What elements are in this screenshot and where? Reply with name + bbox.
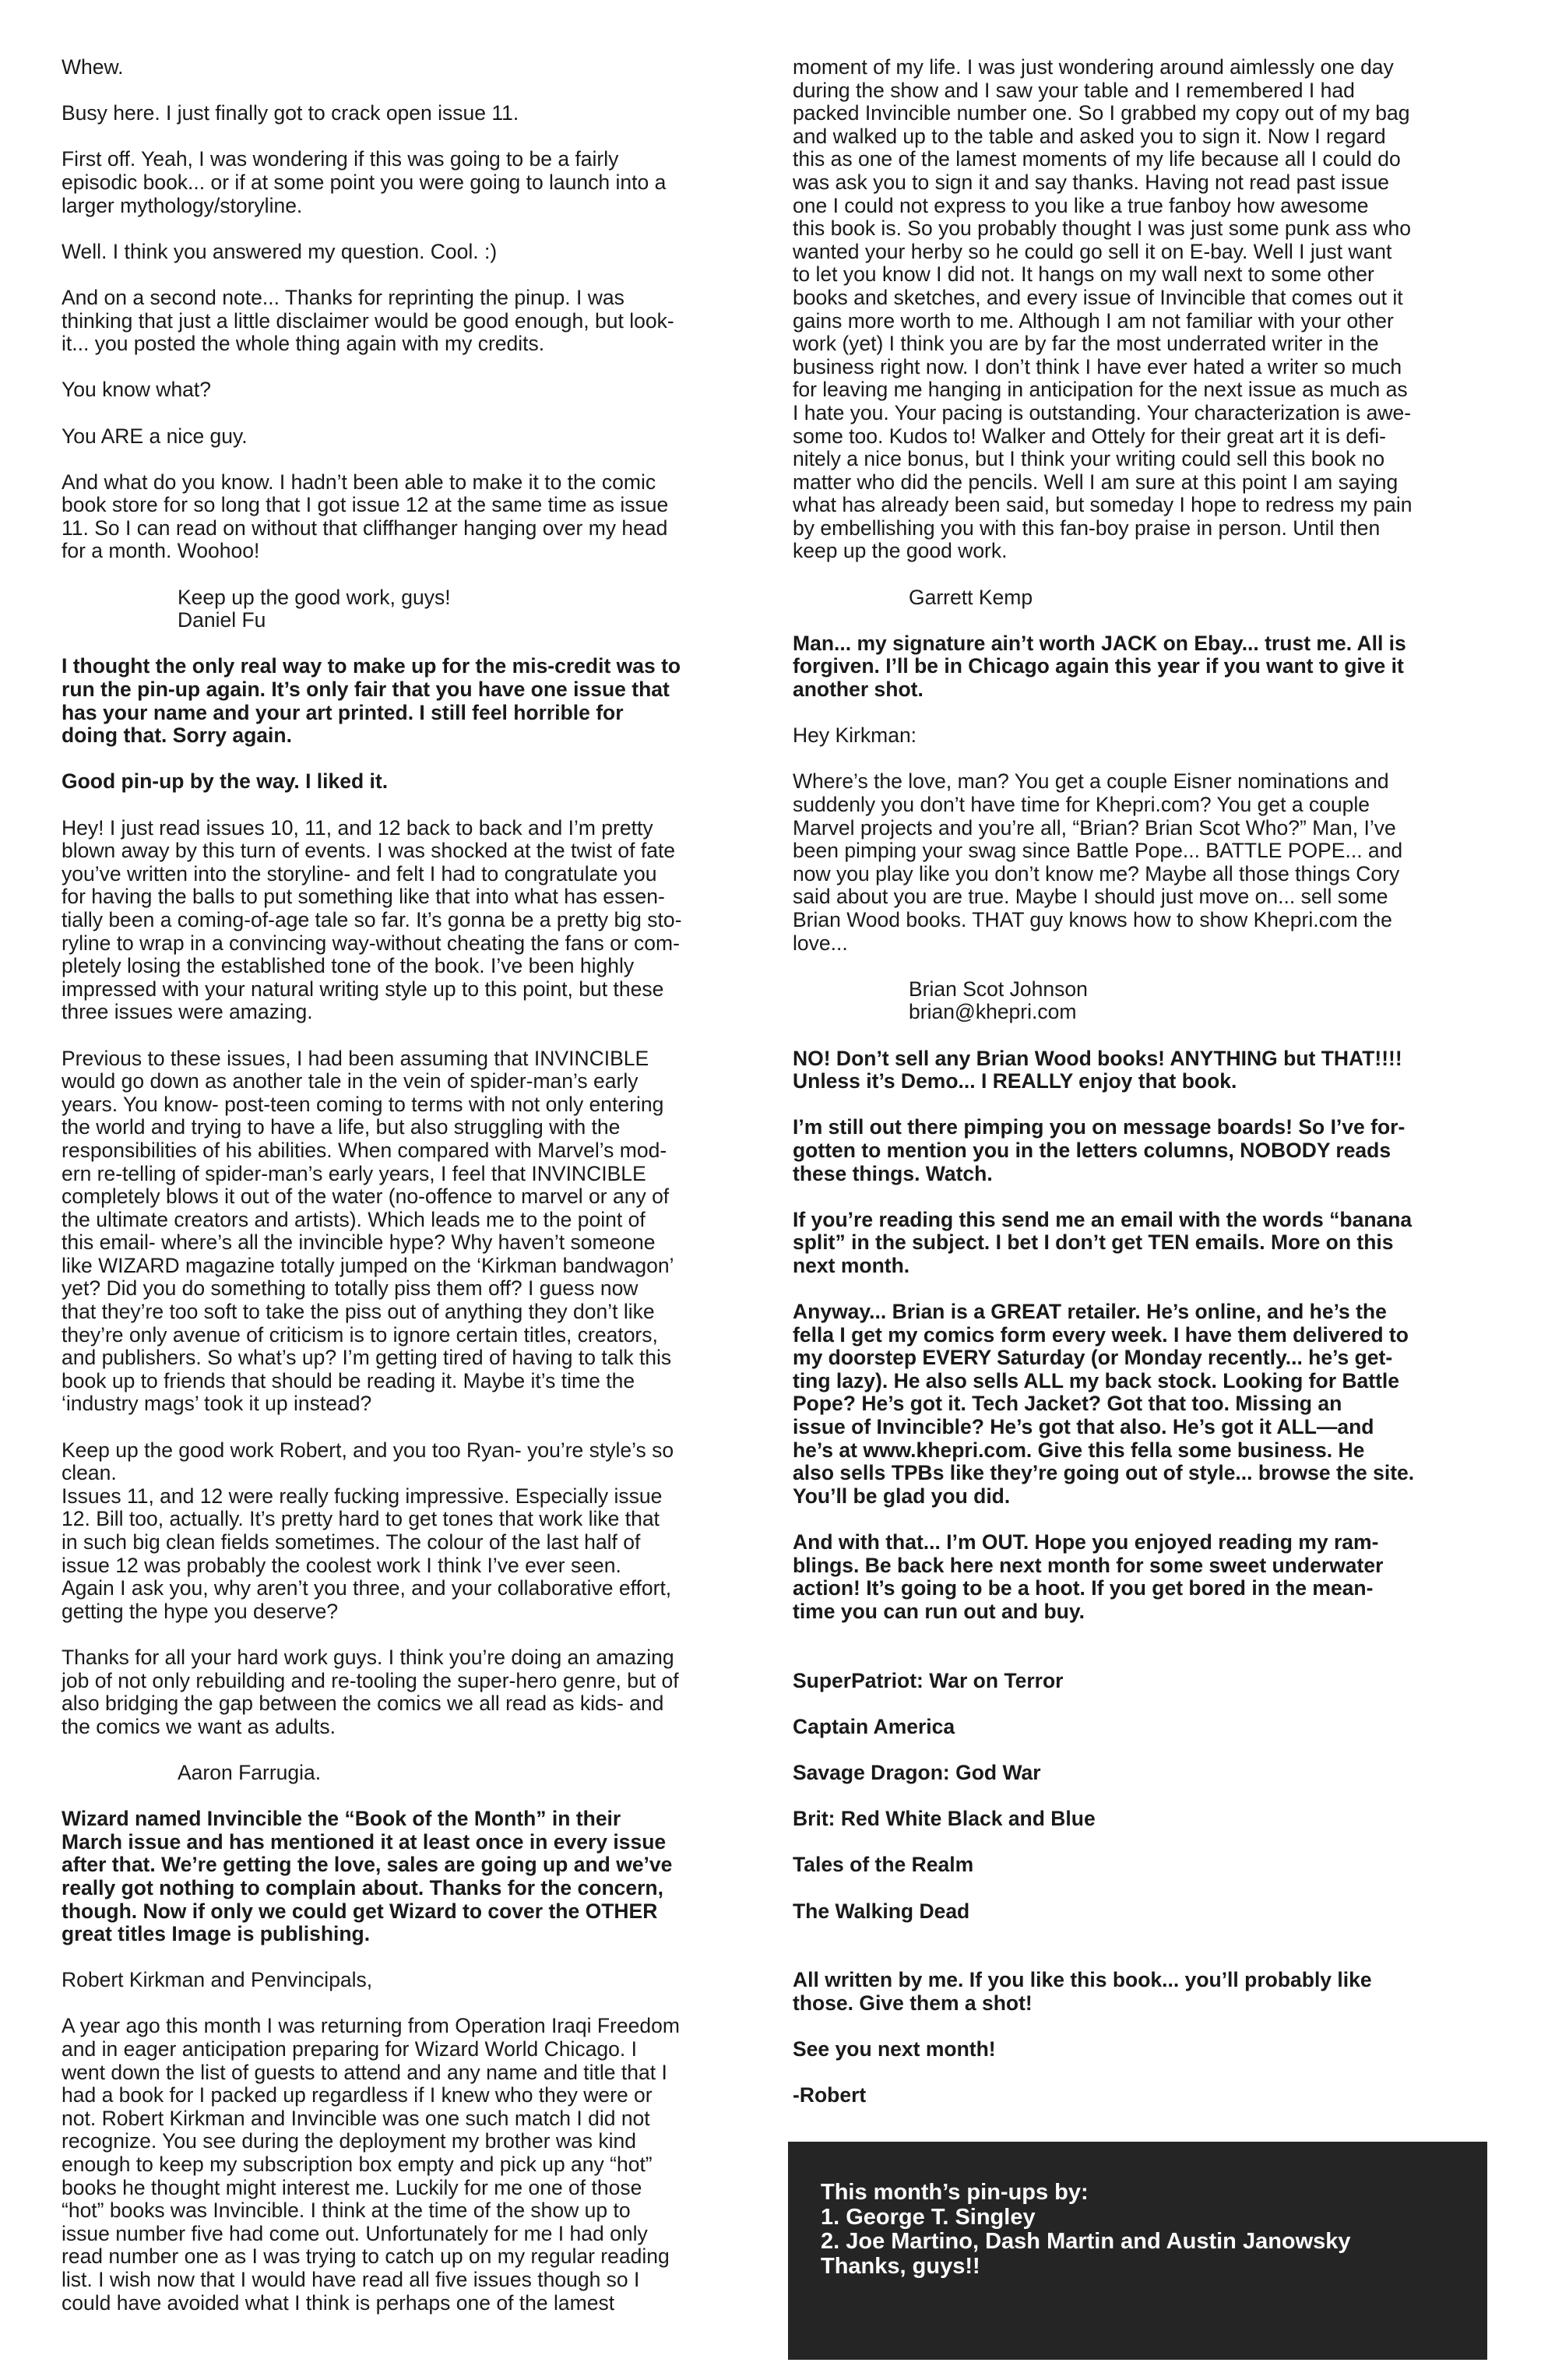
title-list [793, 1646, 1490, 1946]
letter-paragraph: Previous to these issues, I had been assuming that INVINCIBLE would go down as another tale in the vein of spider-man’s early years. You know- post-teen coming to terms with not only entering the world and trying to have a life, but also struggling with the responsibilities of his abilities. When compared with Marvel’s mod- ern re-telling of spider-man’s early years, I feel that INVINCIBLE completely blows it out of the water (no-offence to marvel or any of the ultimate creators and artists). Which leads me to the point of this email- where’s all the invincible hype? Why haven’t someone like WIZARD magazine totally jumped on the ‘Kirkman bandwagon’ yet? Did you do something to totally piss them off? I guess now that they’re too soft to take the piss out of anything they don’t like they’re only avenue of criticism is to ignore certain titles, creators, and publishers. So what’s up? I’m getting tired of having to talk this book up to friends that should be reading it. Maybe it’s time the ‘industry mags’ took it up instead? [62, 1046, 674, 1416]
letter-signature: Garrett Kemp [909, 585, 1033, 609]
editor-reply: If you’re reading this send me an email with the words “banana split” in the subject. I bet I don’t get TEN emails. More on this next month. [793, 1207, 1413, 1277]
editor-reply: Wizard named Invincible the “Book of the Month” in their March issue and has mentioned it at least once in every issue after that. We’re getting the love, sales are going up and we’ve really got nothing to complain about. Thanks for the concern, though. Now if only we could get Wizard to cover the OTHER great titles Image is publishing. [62, 1807, 673, 1946]
right-column [793, 56, 1490, 2130]
editor-reply: Anyway... Brian is a GREAT retailer. He’s online, and he’s the fella I get my comics form every week. I have them delivered to my doorstep EVERY Saturday (or Monday recently... he’s get- ting lazy). He also sells ALL my back stock. Looking for Battle Pope? He’s got it. Tech Jacket? Got that too. Missing an issue of Invincible? He’s got that also. He’s got it ALL—and he’s at www.khepri.com. Give this fella some business. He also sells TPBs like they’re going out of style... browse the site. You’ll be glad you did. [793, 1300, 1415, 1508]
letter-paragraph: Thanks for all your hard work guys. I think you’re doing an amazing job of not only rebuilding and re-tooling the super-hero genre, but of also bridging the gap between the comics we all read as kids- and the comics we want as adults. [62, 1645, 679, 1738]
letter-paragraph: You ARE a nice guy. [62, 424, 248, 448]
letter-paragraph: Well. I think you answered my question. Cool. :) [62, 239, 498, 263]
title-list-item: Tales of the Realm [793, 1853, 974, 1877]
letter-paragraph: Busy here. I just finally got to crack open issue 11. [62, 101, 519, 125]
letter-signature: Brian Scot Johnson brian@khepri.com [909, 977, 1088, 1024]
letter-paragraph: Hey! I just read issues 10, 11, and 12 back to back and I’m pretty blown away by this turn of events. I was shocked at the twist of fate you’ve written into the storyline- and felt I had to congratulate you for having the balls to put something like that into what has essen- tially been a coming-of-age tale so far. It’s gonna be a pretty big sto- ryline to wrap in a convincing way-without cheating the fans or com- pletely losing the established tone of the book. I’ve been highly impressed with your natural writing style up to this point, but these three issues were amazing. [62, 815, 682, 1024]
letter-paragraph: Keep up the good work Robert, and you too Ryan- you’re style’s so clean. Issues 11, and 12 were really fucking impressive. Especially issue 12. Bill too, actually. It’s pretty hard to get tones that work like that in such big clean fields sometimes. The colour of the last half of issue 12 was probably the coolest work I think I’ve ever seen. Again I ask you, why aren’t you three, and your collaborative effort, getting the hype you deserve? [62, 1438, 674, 1623]
editor-reply: And with that... I’m OUT. Hope you enjoyed reading my ram- blings. Be back here next month for some sweet underwater action! It’s going to be a hoot. If you get bored in the mean- time you can run out and buy. [793, 1530, 1384, 1623]
letter-paragraph: You know what? [62, 378, 212, 402]
letter-paragraph: First off. Yeah, I was wondering if this was going to be a fairly episodic book... or if at some point you were going to launch into a larger mythology/storyline. [62, 147, 667, 217]
letter-paragraph: A year ago this month I was returning from Operation Iraqi Freedom and in eager anticipation preparing for Wizard World Chicago. I went down the list of guests to attend and any name and title that I had a book for I packed up regardless if I knew who they were or not. Robert Kirkman and Invincible was one such match I did not recognize. You see during the deployment my brother was kind enough to keep my subscription box empty and pick up any “hot” books he thought might interest me. Luckily for me one of those “hot” books was Invincible. I think at the time of the show up to issue number five had come out. Unfortunately for me I had only read number one as I was trying to catch up on my regular reading list. I wish now that I would have read all five issues though so I could have avoided what I think is perhaps one of the lamest [62, 2014, 680, 2315]
letter-paragraph: And what do you know. I hadn’t been able to make it to the comic book store for so long that I got issue 12 at the same time as issue 11. So I can read on without that cliffhanger hanging over my head for a month. Woohoo! [62, 470, 669, 563]
title-list-item: Brit: Red White Black and Blue [793, 1807, 1096, 1831]
title-list-item: Savage Dragon: God War [793, 1760, 1041, 1784]
letter-salutation: Hey Kirkman: [793, 724, 917, 748]
letter-paragraph: And on a second note... Thanks for reprinting the pinup. I was thinking that just a little disclaimer would be good enough, but look- it... you posted the whole thing again with my credits. [62, 285, 674, 356]
letter-paragraph: Whew. [62, 55, 124, 79]
left-column [62, 56, 747, 2338]
editor-reply: I’m still out there pimping you on message boards! So I’ve for- gotten to mention you in the letters columns, NOBODY reads these things. Watch. [793, 1115, 1406, 1185]
editor-reply: All written by me. If you like this book... you’ll probably like those. Give them a shot! [793, 1968, 1372, 2015]
title-list-item: The Walking Dead [793, 1899, 970, 1923]
pinup-heading: This month’s pin-ups by: [821, 2180, 1089, 2205]
letter-signature: Keep up the good work, guys! Daniel Fu [178, 585, 451, 632]
title-list-item: Captain America [793, 1714, 955, 1738]
editor-reply: NO! Don’t sell any Brian Wood books! ANYTHING but THAT!!!! Unless it’s Demo... I REALLY enjoy that book. [793, 1046, 1402, 1093]
editor-reply: Good pin-up by the way. I liked it. [62, 769, 389, 794]
pinup-credit-item: 2. Joe Martino, Dash Martin and Austin Janowsky [821, 2229, 1351, 2254]
editor-signoff: -Robert [793, 2083, 867, 2107]
title-list-item: SuperPatriot: War on Terror [793, 1668, 1064, 1692]
letter-paragraph: Where’s the love, man? You get a couple Eisner nominations and suddenly you don’t have time for Khepri.com? You get a couple Marvel projects and you’re all, “Brian? Brian Scot Who?” Man, I’ve been pimping your swag since Battle Pope... BATTLE POPE... and now you play like you don’t know me? Maybe all those things Cory said about you are true. Maybe I should just move on... sell some Brian Wood books. THAT guy knows how to show Khepri.com the love... [793, 769, 1403, 955]
letter-signature: Aaron Farrugia. [178, 1760, 322, 1784]
letter-paragraph: moment of my life. I was just wondering around aimlessly one day during the show and I saw your table and I remembered I had packed Invincible number one. So I grabbed my copy out of my bag and walked up to the table and asked you to sign it. Now I regard this as one of the lamest moments of my life because all I could do was ask you to sign it and say thanks. Having not read past issue one I could not express to you like a true fanboy how awesome this book is. So you probably thought I was just some punk ass who wanted your herby so he could go sell it on E-bay. Well I just want to let you know I did not. It hangs on my wall next to some other books and sketches, and every issue of Invincible that comes out it gains more worth to me. Although I am not familiar with your other work (yet) I think you are by far the most underrated writer in the business right now. I don’t think I have ever hated a writer so much for leaving me hanging in anticipation for the next issue as much as I hate you. Your pacing is outstanding. Your characterization is awe- some too. Kudos to! Walker and Ottely for their great art it is defi- nitely a nice bonus, but I think your writing could sell this book no matter who did the pencils. Well I am sure at this point I am saying what has already been said, but someday I hope to redress my pain by embellishing you with this fan-boy praise in person. Until then keep up the good work. [793, 55, 1413, 563]
pinup-thanks: Thanks, guys!! [821, 2253, 980, 2279]
pinup-credit-item: 1. George T. Singley [821, 2204, 1036, 2230]
editor-reply: I thought the only real way to make up for the mis-credit was to run the pin-up again. It’s only fair that you have one issue that has your name and your art printed. I still feel horrible for doing that. Sorry again. [62, 654, 681, 748]
letter-salutation: Robert Kirkman and Penvincipals, [62, 1968, 373, 1992]
editor-reply: Man... my signature ain’t worth JACK on Ebay... trust me. All is forgiven. I’ll be in Chicago again this year if you want to give it another shot. [793, 631, 1406, 702]
editor-reply: See you next month! [793, 2037, 996, 2061]
pinup-credits-box [788, 2142, 1487, 2360]
